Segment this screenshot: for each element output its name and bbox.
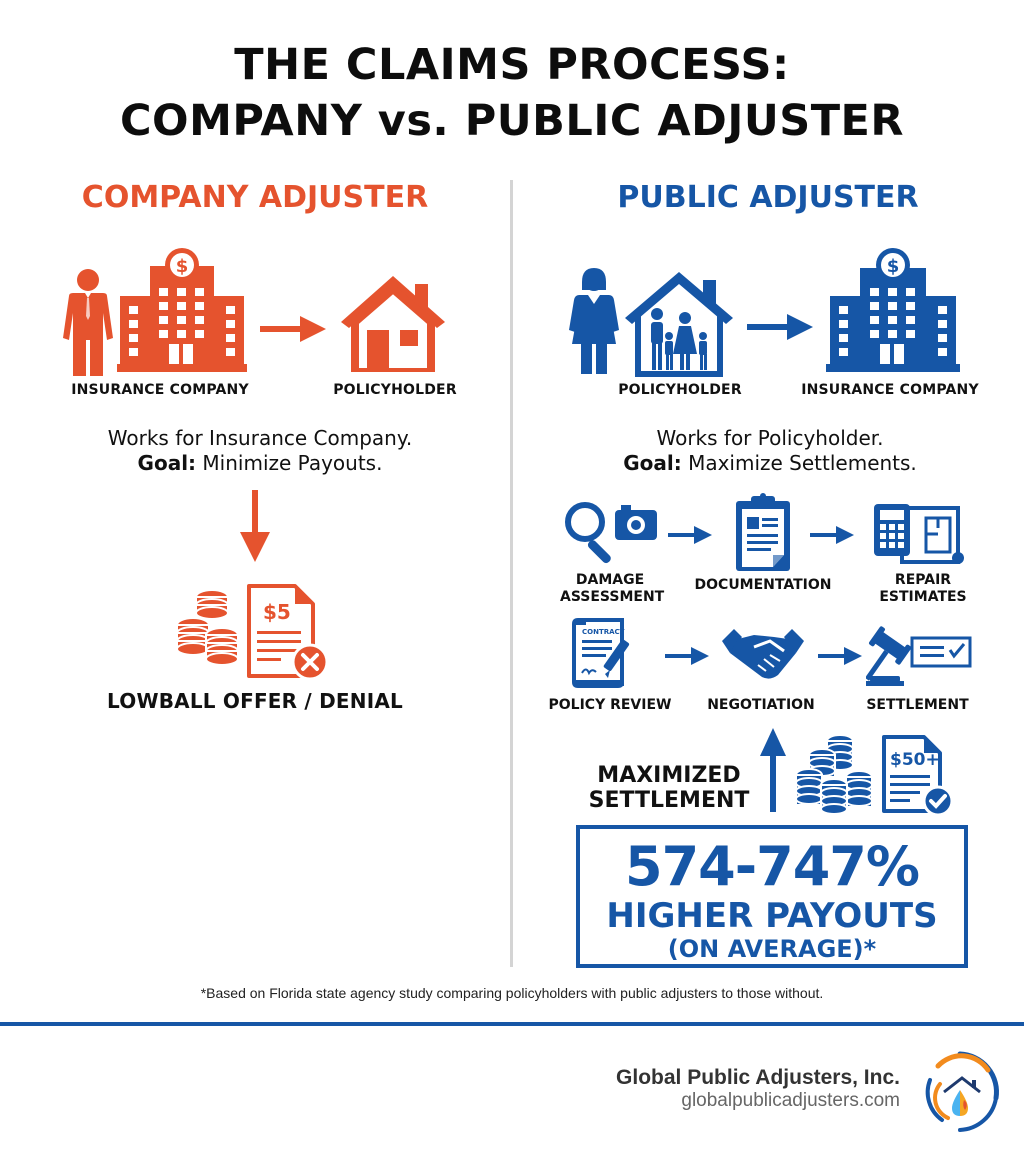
goal-line xyxy=(555,451,985,476)
lowball-offer-label: LOWBALL OFFER / DENIAL xyxy=(107,689,403,713)
arrow-right-icon xyxy=(747,312,813,342)
magnifier-camera-icon xyxy=(563,500,659,572)
maximized-settlement-label xyxy=(584,763,754,813)
step-label-line: ASSESSMENT xyxy=(560,589,665,605)
svg-text:CONTRACT: CONTRACT xyxy=(582,628,625,636)
coins-stack-icon xyxy=(795,733,875,817)
flow-label-policyholder: POLICYHOLDER xyxy=(333,382,457,398)
coins-stack-icon xyxy=(175,583,241,673)
contract-icon xyxy=(572,618,650,688)
family-house-icon xyxy=(623,266,735,378)
clipboard-icon xyxy=(733,493,793,573)
insurance-building-icon xyxy=(117,240,247,372)
handshake-icon xyxy=(718,625,808,683)
flow-label-insurance-company: INSURANCE COMPANY xyxy=(801,382,979,398)
outcome-line: MAXIMIZED xyxy=(597,763,741,788)
flow-label-policyholder: POLICYHOLDER xyxy=(618,382,742,398)
goal-line xyxy=(40,451,480,476)
company-website-link[interactable]: globalpublicadjusters.com xyxy=(681,1090,900,1111)
step-label-line: ESTIMATES xyxy=(879,589,967,605)
payout-stat-box xyxy=(576,825,968,968)
insurance-building-icon xyxy=(826,240,960,372)
step-label-documentation: DOCUMENTATION xyxy=(694,577,832,593)
svg-text:$5: $5 xyxy=(263,600,291,624)
page-title-line2: COMPANY vs. PUBLIC ADJUSTER xyxy=(119,96,905,146)
svg-text:$: $ xyxy=(886,256,900,277)
house-icon xyxy=(337,272,449,372)
payout-qualifier: (ON AVERAGE)* xyxy=(667,935,877,963)
step-label-line: DAMAGE xyxy=(575,572,645,588)
public-adjuster-description xyxy=(555,426,985,476)
goal-label: Goal: xyxy=(623,451,682,475)
calculator-blueprint-icon xyxy=(872,502,964,568)
arrow-right-icon xyxy=(260,314,326,344)
svg-text:$: $ xyxy=(175,256,189,277)
arrow-right-icon xyxy=(810,526,854,544)
woman-icon xyxy=(569,268,619,374)
step-label-settlement: SETTLEMENT xyxy=(866,697,969,713)
footer-divider xyxy=(0,1022,1024,1026)
column-divider xyxy=(510,180,513,967)
page-title-line1: THE CLAIMS PROCESS: xyxy=(234,40,790,90)
arrow-right-icon xyxy=(818,647,862,665)
goal-text: Minimize Payouts. xyxy=(202,451,383,475)
approved-document-icon xyxy=(880,733,956,817)
payout-headline: HIGHER PAYOUTS xyxy=(606,896,938,936)
role-text: Works for Policyholder. xyxy=(656,426,884,450)
company-logo-icon xyxy=(918,1050,1002,1134)
step-label-repair-estimates xyxy=(868,572,978,606)
denied-document-icon xyxy=(245,582,335,682)
step-label-policy-review: POLICY REVIEW xyxy=(548,697,672,713)
step-label-negotiation: NEGOTIATION xyxy=(707,697,815,713)
outcome-line: SETTLEMENT xyxy=(588,788,750,813)
arrow-down-icon xyxy=(238,490,272,562)
company-name: Global Public Adjusters, Inc. xyxy=(616,1066,900,1089)
arrow-right-icon xyxy=(665,647,709,665)
arrow-up-icon xyxy=(758,728,788,812)
company-adjuster-description xyxy=(40,426,480,476)
role-text: Works for Insurance Company. xyxy=(107,426,413,450)
businessman-icon xyxy=(63,268,113,376)
company-adjuster-heading: COMPANY ADJUSTER xyxy=(81,180,429,215)
flow-label-insurance-company: INSURANCE COMPANY xyxy=(71,382,249,398)
public-adjuster-heading: PUBLIC ADJUSTER xyxy=(617,180,919,215)
footnote: *Based on Florida state agency study comparing policyholders with public adjusters to those without. xyxy=(200,985,824,1001)
step-label-damage-assessment xyxy=(560,572,665,606)
svg-text:$50+: $50+ xyxy=(890,750,940,770)
gavel-check-icon xyxy=(866,626,976,686)
arrow-right-icon xyxy=(668,526,712,544)
goal-label: Goal: xyxy=(137,451,197,475)
goal-text: Maximize Settlements. xyxy=(688,451,917,475)
step-label-line: REPAIR xyxy=(894,572,952,588)
payout-percentage: 574-747% xyxy=(625,835,919,898)
